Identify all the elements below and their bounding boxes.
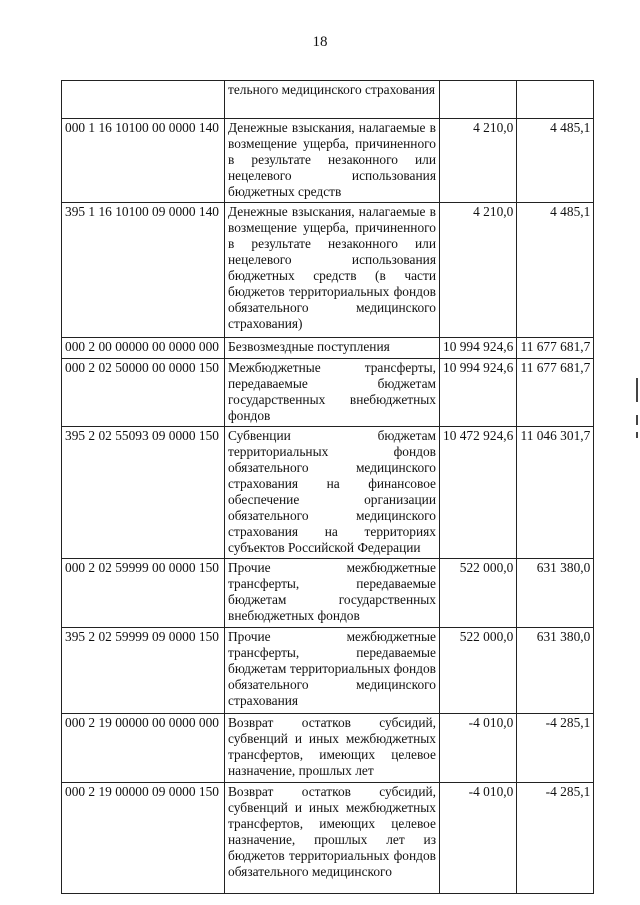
row-amount-1: 10 472 924,6 xyxy=(440,427,517,559)
row-amount-1: -4 010,0 xyxy=(440,783,517,894)
row-amount-1: 4 210,0 xyxy=(440,119,517,203)
row-description: Возврат остатков субсидий, субвенций и иных межбюджетных трансфертов, имеющих целевое назначение, прошлых лет из бюджетов территориальных фондов обязательного медицинского xyxy=(225,783,440,894)
row-description: Прочие межбюджетные трансферты, передаваемые бюджетам территориальных фондов обязательного медицинского страхования xyxy=(225,628,440,714)
row-amount-2: -4 285,1 xyxy=(517,783,594,894)
row-description: тельного медицинского страхования xyxy=(225,81,440,119)
row-description: Денежные взыскания, налагаемые в возмещение ущерба, причиненного в результате незаконного или нецелевого использования бюджетных средств (в части бюджетов территориальных фондов обязательного медицинского страхования) xyxy=(225,203,440,338)
table-row xyxy=(62,559,594,628)
scan-artifact xyxy=(636,432,638,438)
row-code: 395 2 02 55093 09 0000 150 xyxy=(62,427,225,559)
budget-table xyxy=(61,80,594,894)
row-amount-2: 631 380,0 xyxy=(517,559,594,628)
table-row xyxy=(62,427,594,559)
row-code: 000 2 00 00000 00 0000 000 xyxy=(62,338,225,359)
row-code: 000 1 16 10100 00 0000 140 xyxy=(62,119,225,203)
row-amount-2: 4 485,1 xyxy=(517,203,594,338)
row-amount-1: 522 000,0 xyxy=(440,559,517,628)
row-description: Субвенции бюджетам территориальных фондов обязательного медицинского страхования на финансовое обеспечение организации обязательного медицинского страхования на территориях субъектов Российской Федерации xyxy=(225,427,440,559)
row-description: Межбюджетные трансферты, передаваемые бюджетам государственных внебюджетных фондов xyxy=(225,359,440,427)
table-row xyxy=(62,81,594,119)
table-row xyxy=(62,338,594,359)
row-code: 395 2 02 59999 09 0000 150 xyxy=(62,628,225,714)
row-amount-2 xyxy=(517,81,594,119)
row-code: 000 2 02 50000 00 0000 150 xyxy=(62,359,225,427)
row-description: Денежные взыскания, налагаемые в возмещение ущерба, причиненного в результате незаконного или нецелевого использования бюджетных средств xyxy=(225,119,440,203)
row-amount-2: 11 677 681,7 xyxy=(517,359,594,427)
row-description: Безвозмездные поступления xyxy=(225,338,440,359)
row-amount-2: 631 380,0 xyxy=(517,628,594,714)
scan-artifact xyxy=(636,378,638,402)
scan-artifact xyxy=(636,415,638,425)
page-number: 18 xyxy=(312,34,328,50)
table-row xyxy=(62,783,594,894)
row-amount-1: 522 000,0 xyxy=(440,628,517,714)
table-row xyxy=(62,714,594,783)
row-code: 395 1 16 10100 09 0000 140 xyxy=(62,203,225,338)
row-amount-1: 10 994 924,6 xyxy=(440,359,517,427)
row-amount-2: 11 046 301,7 xyxy=(517,427,594,559)
row-amount-2: 4 485,1 xyxy=(517,119,594,203)
table-row xyxy=(62,628,594,714)
row-amount-2: 11 677 681,7 xyxy=(517,338,594,359)
row-amount-2: -4 285,1 xyxy=(517,714,594,783)
row-amount-1: 4 210,0 xyxy=(440,203,517,338)
table-row xyxy=(62,119,594,203)
row-description: Прочие межбюджетные трансферты, передаваемые бюджетам государственных внебюджетных фондов xyxy=(225,559,440,628)
row-code xyxy=(62,81,225,119)
row-amount-1: 10 994 924,6 xyxy=(440,338,517,359)
row-amount-1: -4 010,0 xyxy=(440,714,517,783)
row-code: 000 2 19 00000 09 0000 150 xyxy=(62,783,225,894)
row-description: Возврат остатков субсидий, субвенций и иных межбюджетных трансфертов, имеющих целевое назначение, прошлых лет xyxy=(225,714,440,783)
row-code: 000 2 19 00000 00 0000 000 xyxy=(62,714,225,783)
table-row xyxy=(62,203,594,338)
row-amount-1 xyxy=(440,81,517,119)
row-code: 000 2 02 59999 00 0000 150 xyxy=(62,559,225,628)
table-row xyxy=(62,359,594,427)
